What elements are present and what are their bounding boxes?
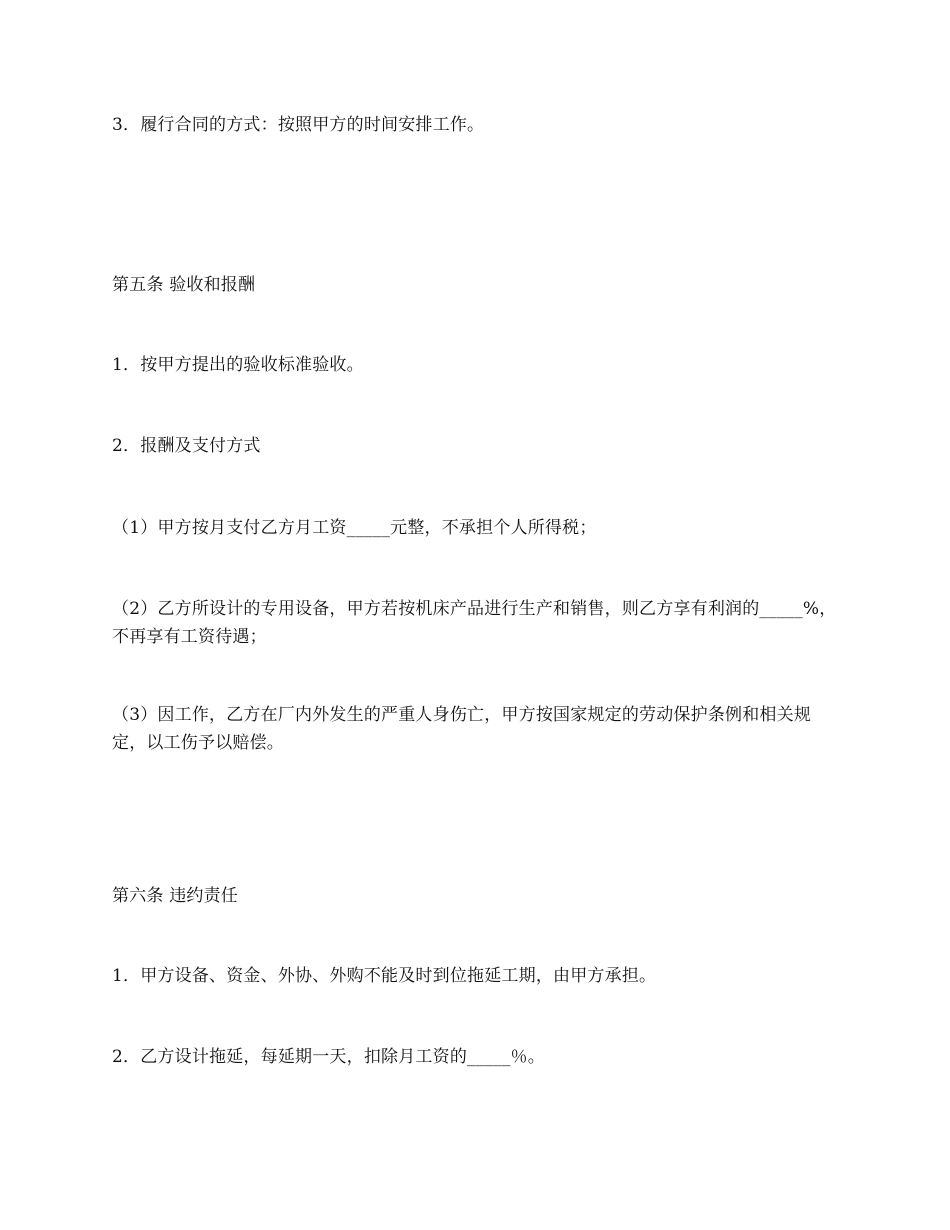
clause-item-2-payment: 2．报酬及支付方式 xyxy=(112,436,261,456)
article-5-heading: 第五条 验收和报酬 xyxy=(112,275,256,295)
subclause-2-profit-share: （2）乙方所设计的专用设备，甲方若按机床产品进行生产和销售，则乙方享有利润的_____%，不再享有工资待遇； xyxy=(112,599,837,647)
clause-item-1-acceptance: 1．按甲方提出的验收标准验收。 xyxy=(112,355,364,375)
liability-item-2: 2．乙方设计拖延，每延期一天，扣除月工资的_____％。 xyxy=(112,1047,545,1067)
article-6-heading: 第六条 违约责任 xyxy=(112,886,239,906)
clause-item-3-method: 3．履行合同的方式：按照甲方的时间安排工作。 xyxy=(112,115,485,135)
liability-item-1: 1．甲方设备、资金、外协、外购不能及时到位拖延工期，由甲方承担。 xyxy=(112,966,657,986)
subclause-1-monthly-salary: （1）甲方按月支付乙方月工资_____元整，不承担个人所得税； xyxy=(112,518,597,538)
subclause-3-injury-compensation: （3）因工作，乙方在厂内外发生的严重人身伤亡，甲方按国家规定的劳动保护条例和相关规定，以工伤予以赔偿。 xyxy=(112,705,812,753)
